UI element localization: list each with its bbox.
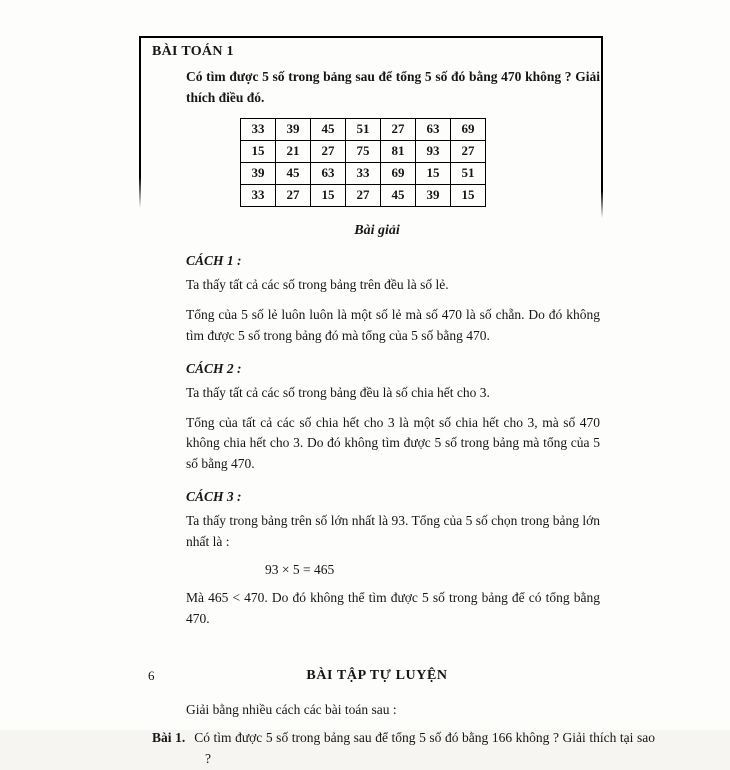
method-1-label: CÁCH 1 : <box>186 252 242 268</box>
number-table-row <box>241 140 486 162</box>
exercise-1-label: Bài 1. <box>152 729 186 745</box>
number-table-cell: 39 <box>241 162 276 184</box>
number-table-cell: 27 <box>346 184 381 206</box>
page-frame-top-border <box>139 36 603 38</box>
number-table-cell: 69 <box>451 118 486 140</box>
exercise-1 <box>152 728 655 770</box>
number-table-cell: 63 <box>311 162 346 184</box>
practice-section-heading: BÀI TẬP TỰ LUYỆN <box>306 667 448 683</box>
number-table-cell: 27 <box>311 140 346 162</box>
number-table-cell: 75 <box>346 140 381 162</box>
number-table-cell: 33 <box>241 118 276 140</box>
number-table-cell: 15 <box>416 162 451 184</box>
page-content <box>152 44 655 770</box>
problem-heading: BÀI TOÁN 1 <box>152 44 234 59</box>
number-table-cell: 33 <box>241 184 276 206</box>
method-2-label: CÁCH 2 : <box>186 360 242 376</box>
page-number: 6 <box>148 668 155 683</box>
method-1-paragraph-1: Ta thấy tất cả các số trong bảng trên đều là số lẻ. <box>186 276 449 292</box>
number-table-cell: 51 <box>346 118 381 140</box>
method-2-paragraph-2: Tổng của tất cả các số chia hết cho 3 là một số chia hết cho 3, mà số 470 không chia hết cho 3. Do đó không tìm được 5 số trong bảng mà tổng của 5 số bằng 470. <box>186 414 600 472</box>
number-table-cell: 21 <box>276 140 311 162</box>
page-frame-left-border <box>139 36 141 208</box>
method-1-paragraph-2: Tổng của 5 số lẻ luôn luôn là một số lẻ mà số 470 là số chẵn. Do đó không tìm được 5 số trong bảng đó mà tổng của 5 số bằng 470. <box>186 306 600 343</box>
number-table-cell: 93 <box>416 140 451 162</box>
method-3-formula: 93 × 5 = 465 <box>265 562 335 578</box>
number-table-cell: 45 <box>381 184 416 206</box>
method-3-label: CÁCH 3 : <box>186 489 242 505</box>
number-table-cell: 15 <box>311 184 346 206</box>
number-table-row <box>241 118 486 140</box>
number-table-cell: 27 <box>381 118 416 140</box>
number-table-cell: 15 <box>241 140 276 162</box>
method-2-paragraph-1: Ta thấy tất cả các số trong bảng đều là số chia hết cho 3. <box>186 384 490 400</box>
number-table-cell: 39 <box>416 184 451 206</box>
number-table-cell: 45 <box>311 118 346 140</box>
number-table-cell: 63 <box>416 118 451 140</box>
number-table-cell: 27 <box>451 140 486 162</box>
practice-intro: Giải bằng nhiều cách các bài toán sau : <box>186 701 397 717</box>
solution-title: Bài giải <box>354 222 400 238</box>
method-3-paragraph-1: Ta thấy trong bảng trên số lớn nhất là 93. Tổng của 5 số chọn trong bảng lớn nhất là : <box>186 513 600 550</box>
number-table-row <box>241 184 486 206</box>
exercise-1-text: Có tìm được 5 số trong bảng sau để tổng 5 số đó bằng 166 không ? Giải thích tại sao ? <box>194 729 655 766</box>
number-table-cell: 27 <box>276 184 311 206</box>
number-table-cell: 39 <box>276 118 311 140</box>
number-table-cell: 33 <box>346 162 381 184</box>
number-table-cell: 15 <box>451 184 486 206</box>
number-table-row <box>241 162 486 184</box>
number-table-cell: 81 <box>381 140 416 162</box>
number-table <box>240 118 486 207</box>
number-table-cell: 69 <box>381 162 416 184</box>
problem-statement: Có tìm được 5 số trong bảng sau để tổng 5 số đó bằng 470 không ? Giải thích điều đó. <box>186 69 600 105</box>
number-table-cell: 51 <box>451 162 486 184</box>
number-table-cell: 45 <box>276 162 311 184</box>
number-table-body <box>241 118 486 206</box>
method-3-paragraph-2: Mà 465 < 470. Do đó không thể tìm được 5 số trong bảng để có tổng bằng 470. <box>186 590 600 627</box>
